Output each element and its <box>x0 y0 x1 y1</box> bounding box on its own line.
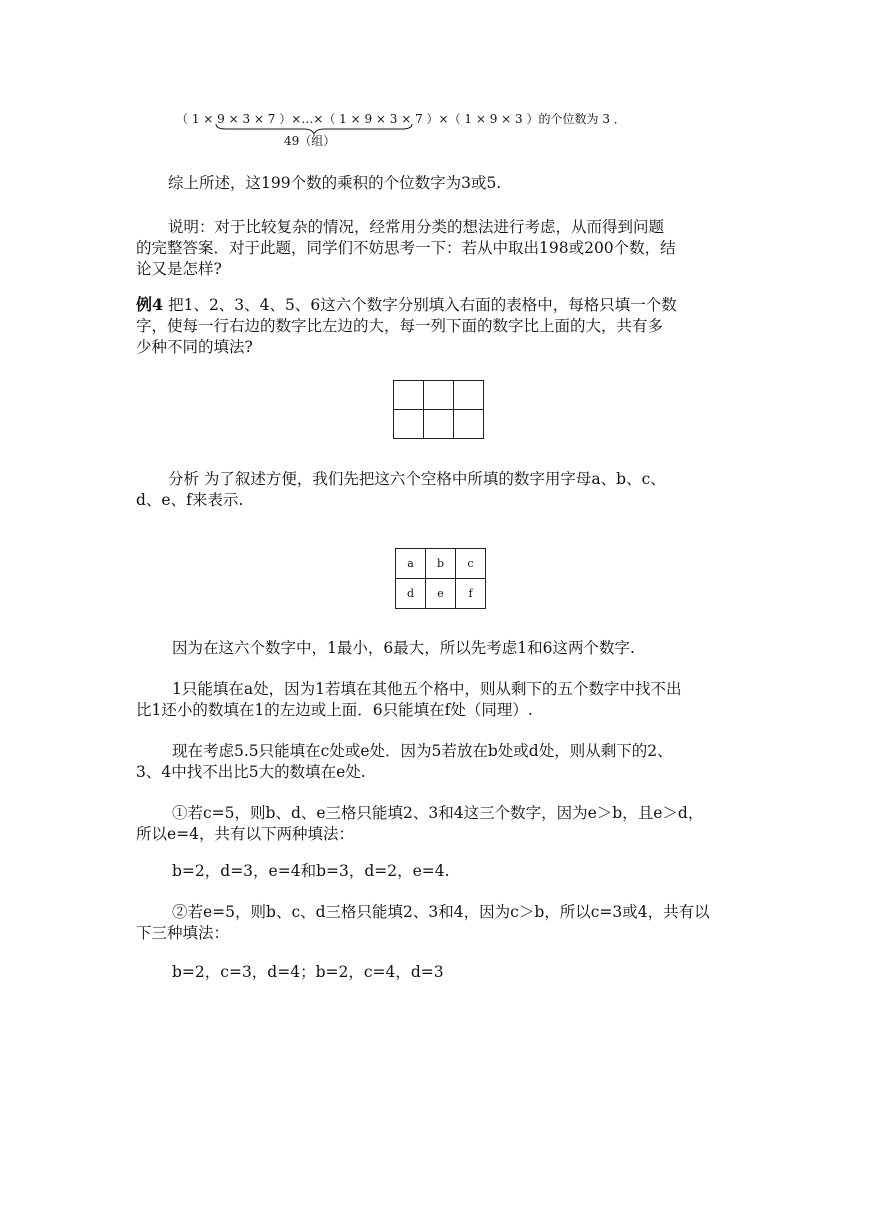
summary-paragraph: 综上所述，这199个数的乘积的个位数字为3或5. <box>168 174 502 192</box>
grid-cell-c: c <box>456 549 486 579</box>
note-line-2: 的完整答案．对于此题，同学们不妨思考一下：若从中取出198或200个数，结 <box>136 239 676 257</box>
analysis-line-1: 分析 为了叙述方便，我们先把这六个空格中所填的数字用字母a、b、c、 <box>168 470 666 488</box>
paragraph-1: 因为在这六个数字中，1最小，6最大，所以先考虑1和6这两个数字. <box>172 639 635 657</box>
paragraph-4-line-2: 所以e=4，共有以下两种填法： <box>136 825 355 843</box>
grid-cell-d: d <box>396 579 426 609</box>
example-text-1: 把1、2、3、4、5、6这六个数字分别填入右面的表格中，每格只填一个数 <box>168 296 677 314</box>
paragraph-5: b=2，d=3，e=4和b=3，d=2，e=4. <box>172 862 450 880</box>
grid-cell <box>394 381 424 410</box>
grid-cell-b: b <box>426 549 456 579</box>
example-label: 例4 <box>136 295 164 314</box>
brace-label: 49（组） <box>284 134 336 148</box>
paragraph-3-line-2: 3、4中找不出比5大的数填在e处. <box>136 763 366 781</box>
paragraph-7: b=2，c=3，d=4；b=2，c=4，d=3 <box>172 963 444 981</box>
grid-cell <box>394 410 424 439</box>
grid-cell <box>424 410 454 439</box>
paragraph-2-line-1: 1只能填在a处，因为1若填在其他五个格中，则从剩下的五个数字中找不出 <box>172 680 682 698</box>
formula-product: （ 1 × 9 × 3 × 7 ）×…×（ 1 × 9 × 3 × 7 ）×（ 1 × 9 × 3 ）的个位数为 3 ． <box>176 112 626 126</box>
paragraph-6-line-2: 下三种填法： <box>136 924 230 942</box>
grid-cell-e: e <box>426 579 456 609</box>
grid-cell-a: a <box>396 549 426 579</box>
empty-grid <box>393 380 484 439</box>
example-line-2: 字，使每一行右边的数字比左边的大，每一列下面的数字比上面的大，共有多 <box>136 317 664 335</box>
paragraph-2-line-2: 比1还小的数填在1的左边或上面．6只能填在f处（同理）. <box>136 701 533 719</box>
paragraph-3-line-1: 现在考虑5.5只能填在c处或e处．因为5若放在b处或d处，则从剩下的2、 <box>172 742 673 760</box>
paragraph-6-line-1: ②若e=5，则b、c、d三格只能填2、3和4，因为c＞b，所以c=3或4，共有以 <box>172 903 710 921</box>
grid-cell <box>454 410 484 439</box>
grid-cell <box>424 381 454 410</box>
grid-cell <box>454 381 484 410</box>
analysis-line-2: d、e、f来表示. <box>136 491 244 509</box>
example-line-3: 少种不同的填法? <box>136 338 253 356</box>
paragraph-4-line-1: ①若c=5，则b、d、e三格只能填2、3和4这三个数字，因为e＞b，且e＞d， <box>172 804 704 822</box>
labeled-grid <box>395 548 486 609</box>
note-line-3: 论又是怎样? <box>136 260 222 278</box>
note-line-1: 说明：对于比较复杂的情况，经常用分类的想法进行考虑，从而得到问题 <box>168 218 665 236</box>
grid-cell-f: f <box>456 579 486 609</box>
